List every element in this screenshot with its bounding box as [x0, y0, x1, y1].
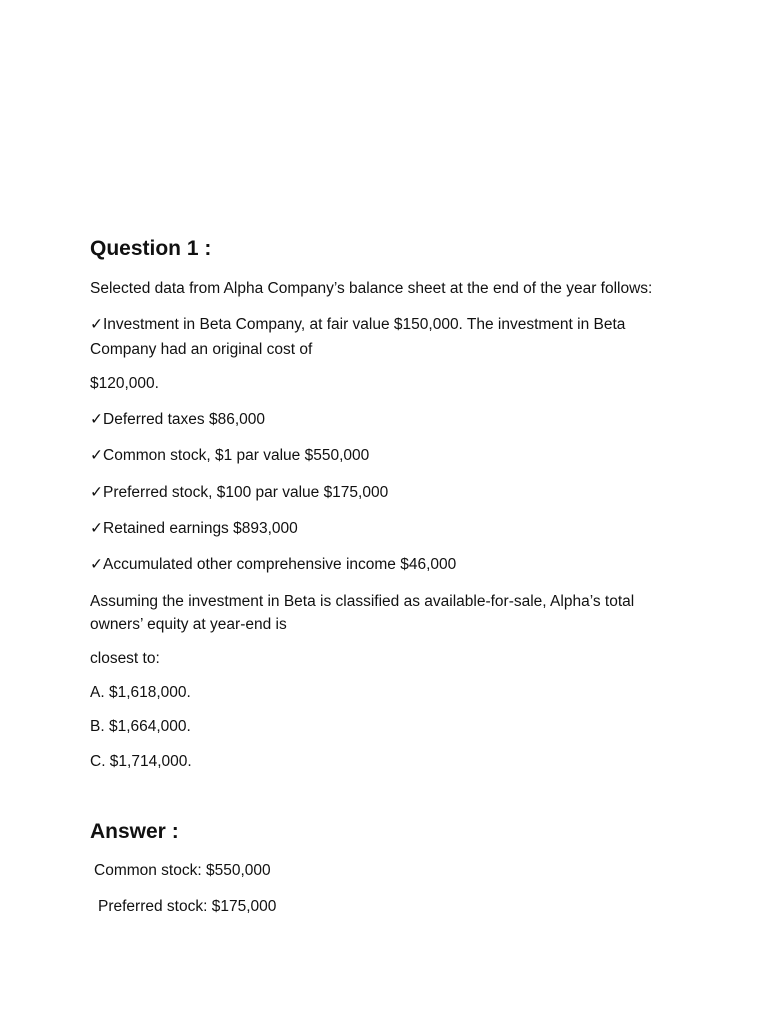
answer-line-common-stock: Common stock: $550,000 — [94, 862, 271, 879]
item-aoci: ✓Accumulated other comprehensive income $46,000 — [90, 556, 457, 573]
checkmark-icon: ✓ — [90, 411, 103, 428]
item-deferred-taxes: ✓Deferred taxes $86,000 — [90, 411, 265, 428]
question-heading: Question 1 : — [90, 237, 212, 260]
question-prompt-line2: owners’ equity at year-end is — [90, 616, 287, 633]
checkmark-icon: ✓ — [90, 316, 103, 333]
option-b: B. $1,664,000. — [90, 718, 191, 735]
option-a: A. $1,618,000. — [90, 684, 191, 701]
checkmark-icon: ✓ — [90, 556, 103, 573]
checkmark-icon: ✓ — [90, 447, 103, 464]
item-common-stock: ✓Common stock, $1 par value $550,000 — [90, 447, 370, 464]
checkmark-icon: ✓ — [90, 484, 103, 501]
item-investment-line3: $120,000. — [90, 375, 159, 392]
item-investment-line2: Company had an original cost of — [90, 341, 313, 358]
item-investment-line1: ✓Investment in Beta Company, at fair value $150,000. The investment in Beta — [90, 316, 626, 333]
answer-heading: Answer : — [90, 820, 179, 843]
question-intro: Selected data from Alpha Company’s balance sheet at the end of the year follows: — [90, 280, 653, 297]
answer-line-preferred-stock: Preferred stock: $175,000 — [98, 898, 277, 915]
option-c: C. $1,714,000. — [90, 753, 192, 770]
checkmark-icon: ✓ — [90, 520, 103, 537]
item-retained-earnings: ✓Retained earnings $893,000 — [90, 520, 298, 537]
item-preferred-stock: ✓Preferred stock, $100 par value $175,000 — [90, 484, 389, 501]
question-prompt-line3: closest to: — [90, 650, 160, 667]
question-prompt-line1: Assuming the investment in Beta is classified as available-for-sale, Alpha’s total — [90, 593, 635, 610]
